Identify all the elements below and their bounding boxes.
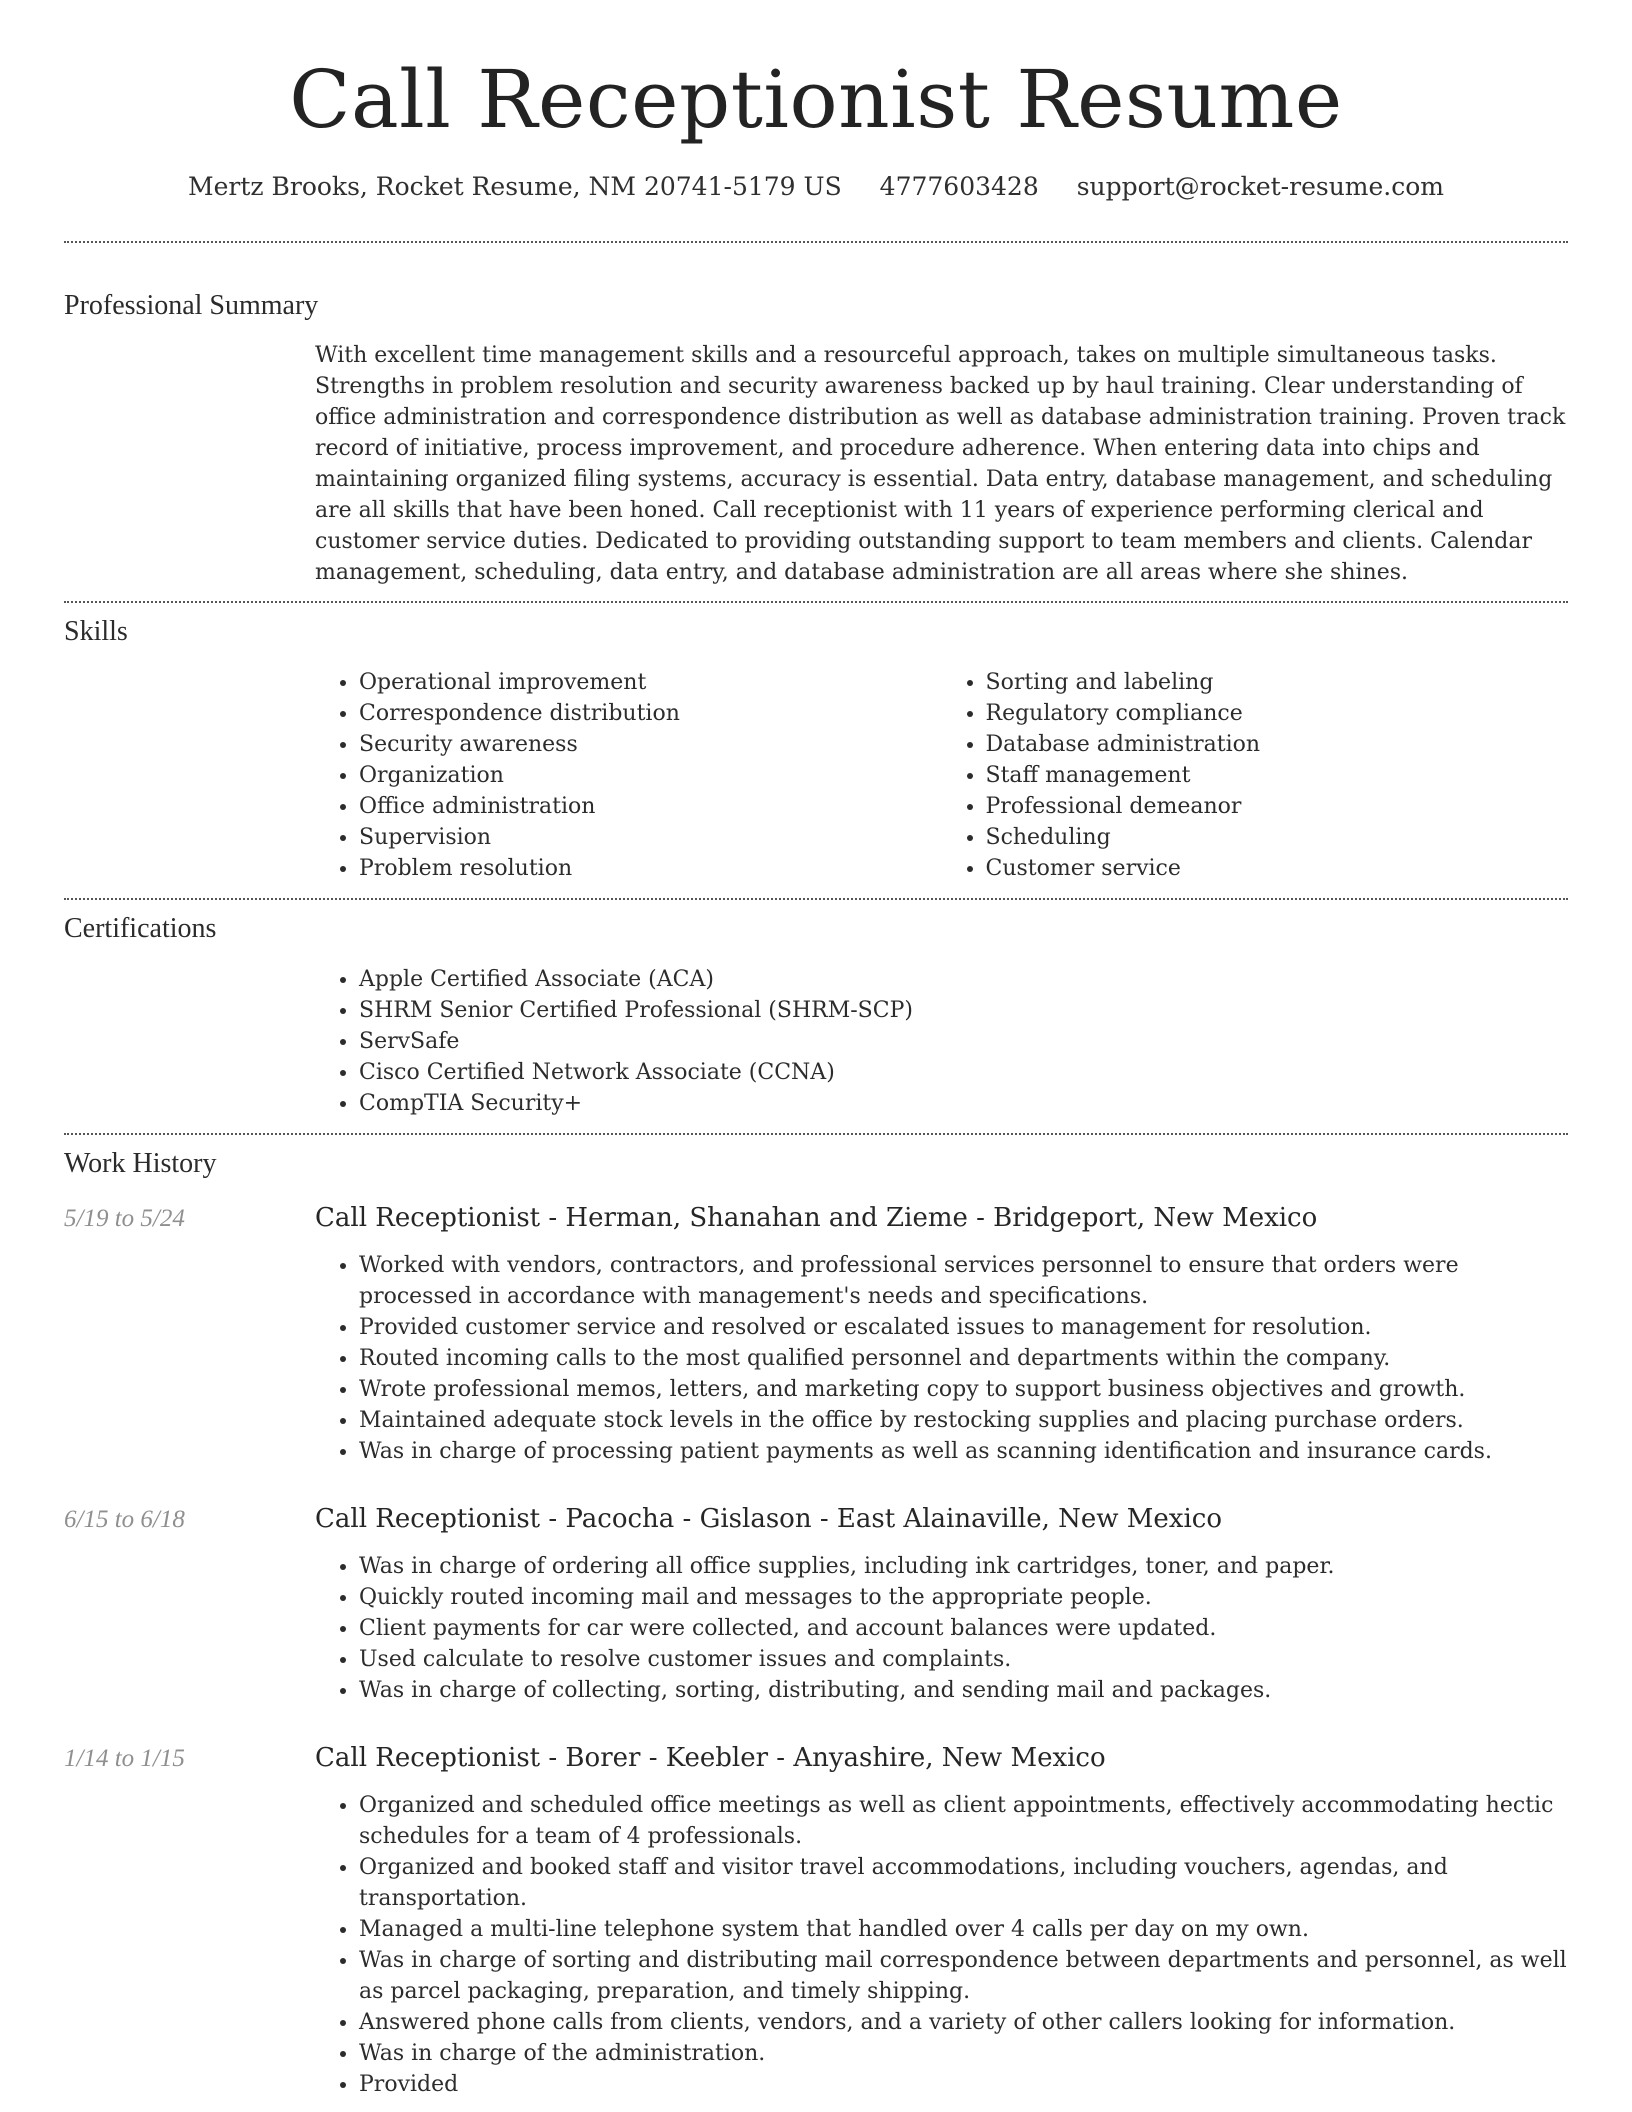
job-bullet: • Wrote professional memos, letters, and marketing copy to support business objectives and growth. (359, 1374, 1568, 1405)
skill-item: • Professional demeanor (986, 791, 1569, 822)
job-bullet: • Client payments for car were collected, and account balances were updated. (359, 1613, 1568, 1644)
skill-item: • Customer service (986, 853, 1569, 884)
job-bullet: • Was in charge of sorting and distributing mail correspondence between departments and personnel, as well as parcel packaging, preparation, and timely shipping. (359, 1945, 1568, 2007)
job-details (315, 1551, 1568, 1706)
skills-section (64, 603, 1568, 898)
work-history-section (64, 1135, 1568, 2100)
resume-title: Call Receptionist Resume (289, 53, 1343, 146)
job-bullet: • Used calculate to resolve customer issues and complaints. (359, 1644, 1568, 1675)
certification-item: • Apple Certified Associate (ACA) (359, 964, 1568, 995)
job-title: Call Receptionist - Borer - Keebler - Anyashire, New Mexico (315, 1743, 1106, 1773)
skill-item: • Security awareness (359, 729, 942, 760)
skill-item: • Scheduling (986, 822, 1569, 853)
job-bullet: • Organized and booked staff and visitor travel accommodations, including vouchers, agendas, and transportation. (359, 1852, 1568, 1914)
skills-grid (315, 667, 1568, 884)
summary-text: With excellent time management skills and a resourceful approach, takes on multiple simultaneous tasks. Strengths in problem resolution and security awareness backed up by haul training. Clear understanding of office administration and correspondence distribution as well as database administration training. Proven track record of initiative, process improvement, and procedure adherence. When entering data into chips and maintaining organized filing systems, accuracy is essential. Data entry, database management, and scheduling are all skills that have been honed. Call receptionist with 11 years of experience performing clerical and customer service duties. Dedicated to providing outstanding support to team members and clients. Calendar management, scheduling, data entry, and database administration are all areas where she shines. (315, 343, 1566, 585)
skills-list-right (942, 667, 1569, 884)
job-bullet: • Worked with vendors, contractors, and professional services personnel to ensure that orders were processed in accordance with management's needs and specifications. (359, 1250, 1568, 1312)
summary-heading: Professional Summary (64, 290, 319, 321)
certification-item: • CompTIA Security+ (359, 1088, 1568, 1119)
job-bullets (315, 1790, 1568, 2100)
job-bullet: • Managed a multi-line telephone system that handled over 4 calls per day on my own. (359, 1914, 1568, 1945)
job-bullet: • Quickly routed incoming mail and messages to the appropriate people. (359, 1582, 1568, 1613)
job-bullets (315, 1250, 1568, 1467)
skill-item: • Supervision (359, 822, 942, 853)
job-bullets (315, 1551, 1568, 1706)
contact-address: Mertz Brooks, Rocket Resume, NM 20741-5179 US (187, 172, 842, 201)
job-bullet: • Maintained adequate stock levels in the office by restocking supplies and placing purchase orders. (359, 1405, 1568, 1436)
job-bullet: • Organized and scheduled office meetings as well as client appointments, effectively accommodating hectic schedules for a team of 4 professionals. (359, 1790, 1568, 1852)
job-bullet: • Was in charge of the administration. (359, 2038, 1568, 2069)
skills-heading: Skills (64, 616, 128, 647)
skill-item: • Sorting and labeling (986, 667, 1569, 698)
job-title: Call Receptionist - Herman, Shanahan and Zieme - Bridgeport, New Mexico (315, 1203, 1318, 1233)
job-dates: 6/15 to 6/18 (64, 1506, 185, 1533)
work-history-heading: Work History (64, 1148, 217, 1179)
job-bullet: • Was in charge of collecting, sorting, distributing, and sending mail and packages. (359, 1675, 1568, 1706)
skill-item: • Correspondence distribution (359, 698, 942, 729)
summary-section (64, 243, 1568, 601)
job-details (315, 1790, 1568, 2100)
skill-item: • Problem resolution (359, 853, 942, 884)
certification-item: • ServSafe (359, 1026, 1568, 1057)
job-bullet: • Provided (359, 2069, 1568, 2100)
job-dates: 1/14 to 1/15 (64, 1745, 185, 1772)
certifications-section (64, 900, 1568, 1133)
certification-item: • SHRM Senior Certified Professional (SHRM-SCP) (359, 995, 1568, 1026)
job-header (64, 1201, 1568, 1236)
job-bullet: • Answered phone calls from clients, vendors, and a variety of other callers looking for information. (359, 2007, 1568, 2038)
certifications-list (315, 964, 1568, 1119)
certifications-heading: Certifications (64, 913, 217, 944)
summary-content (315, 340, 1568, 588)
job-bullet: • Was in charge of ordering all office supplies, including ink cartridges, toner, and paper. (359, 1551, 1568, 1582)
skill-item: • Office administration (359, 791, 942, 822)
job-header (64, 1502, 1568, 1537)
job-bullet: • Routed incoming calls to the most qualified personnel and departments within the company. (359, 1343, 1568, 1374)
job-details (315, 1250, 1568, 1467)
certifications-content (315, 964, 1568, 1119)
skill-item: • Regulatory compliance (986, 698, 1569, 729)
contact-email: support@rocket-resume.com (1076, 172, 1444, 201)
job-header (64, 1741, 1568, 1776)
skill-item: • Staff management (986, 760, 1569, 791)
skill-item: • Database administration (986, 729, 1569, 760)
certification-item: • Cisco Certified Network Associate (CCNA) (359, 1057, 1568, 1088)
skill-item: • Operational improvement (359, 667, 942, 698)
job-bullet: • Provided customer service and resolved or escalated issues to management for resolution. (359, 1312, 1568, 1343)
skills-list-left (315, 667, 942, 884)
job-entry (64, 1201, 1568, 1467)
job-entry (64, 1741, 1568, 2100)
job-bullet: • Was in charge of processing patient payments as well as scanning identification and insurance cards. (359, 1436, 1568, 1467)
job-dates: 5/19 to 5/24 (64, 1205, 185, 1232)
job-entry (64, 1502, 1568, 1706)
skill-item: • Organization (359, 760, 942, 791)
job-title: Call Receptionist - Pacocha - Gislason - East Alainaville, New Mexico (315, 1504, 1222, 1534)
contact-phone: 4777603428 (879, 172, 1039, 201)
contact-line (64, 170, 1568, 204)
